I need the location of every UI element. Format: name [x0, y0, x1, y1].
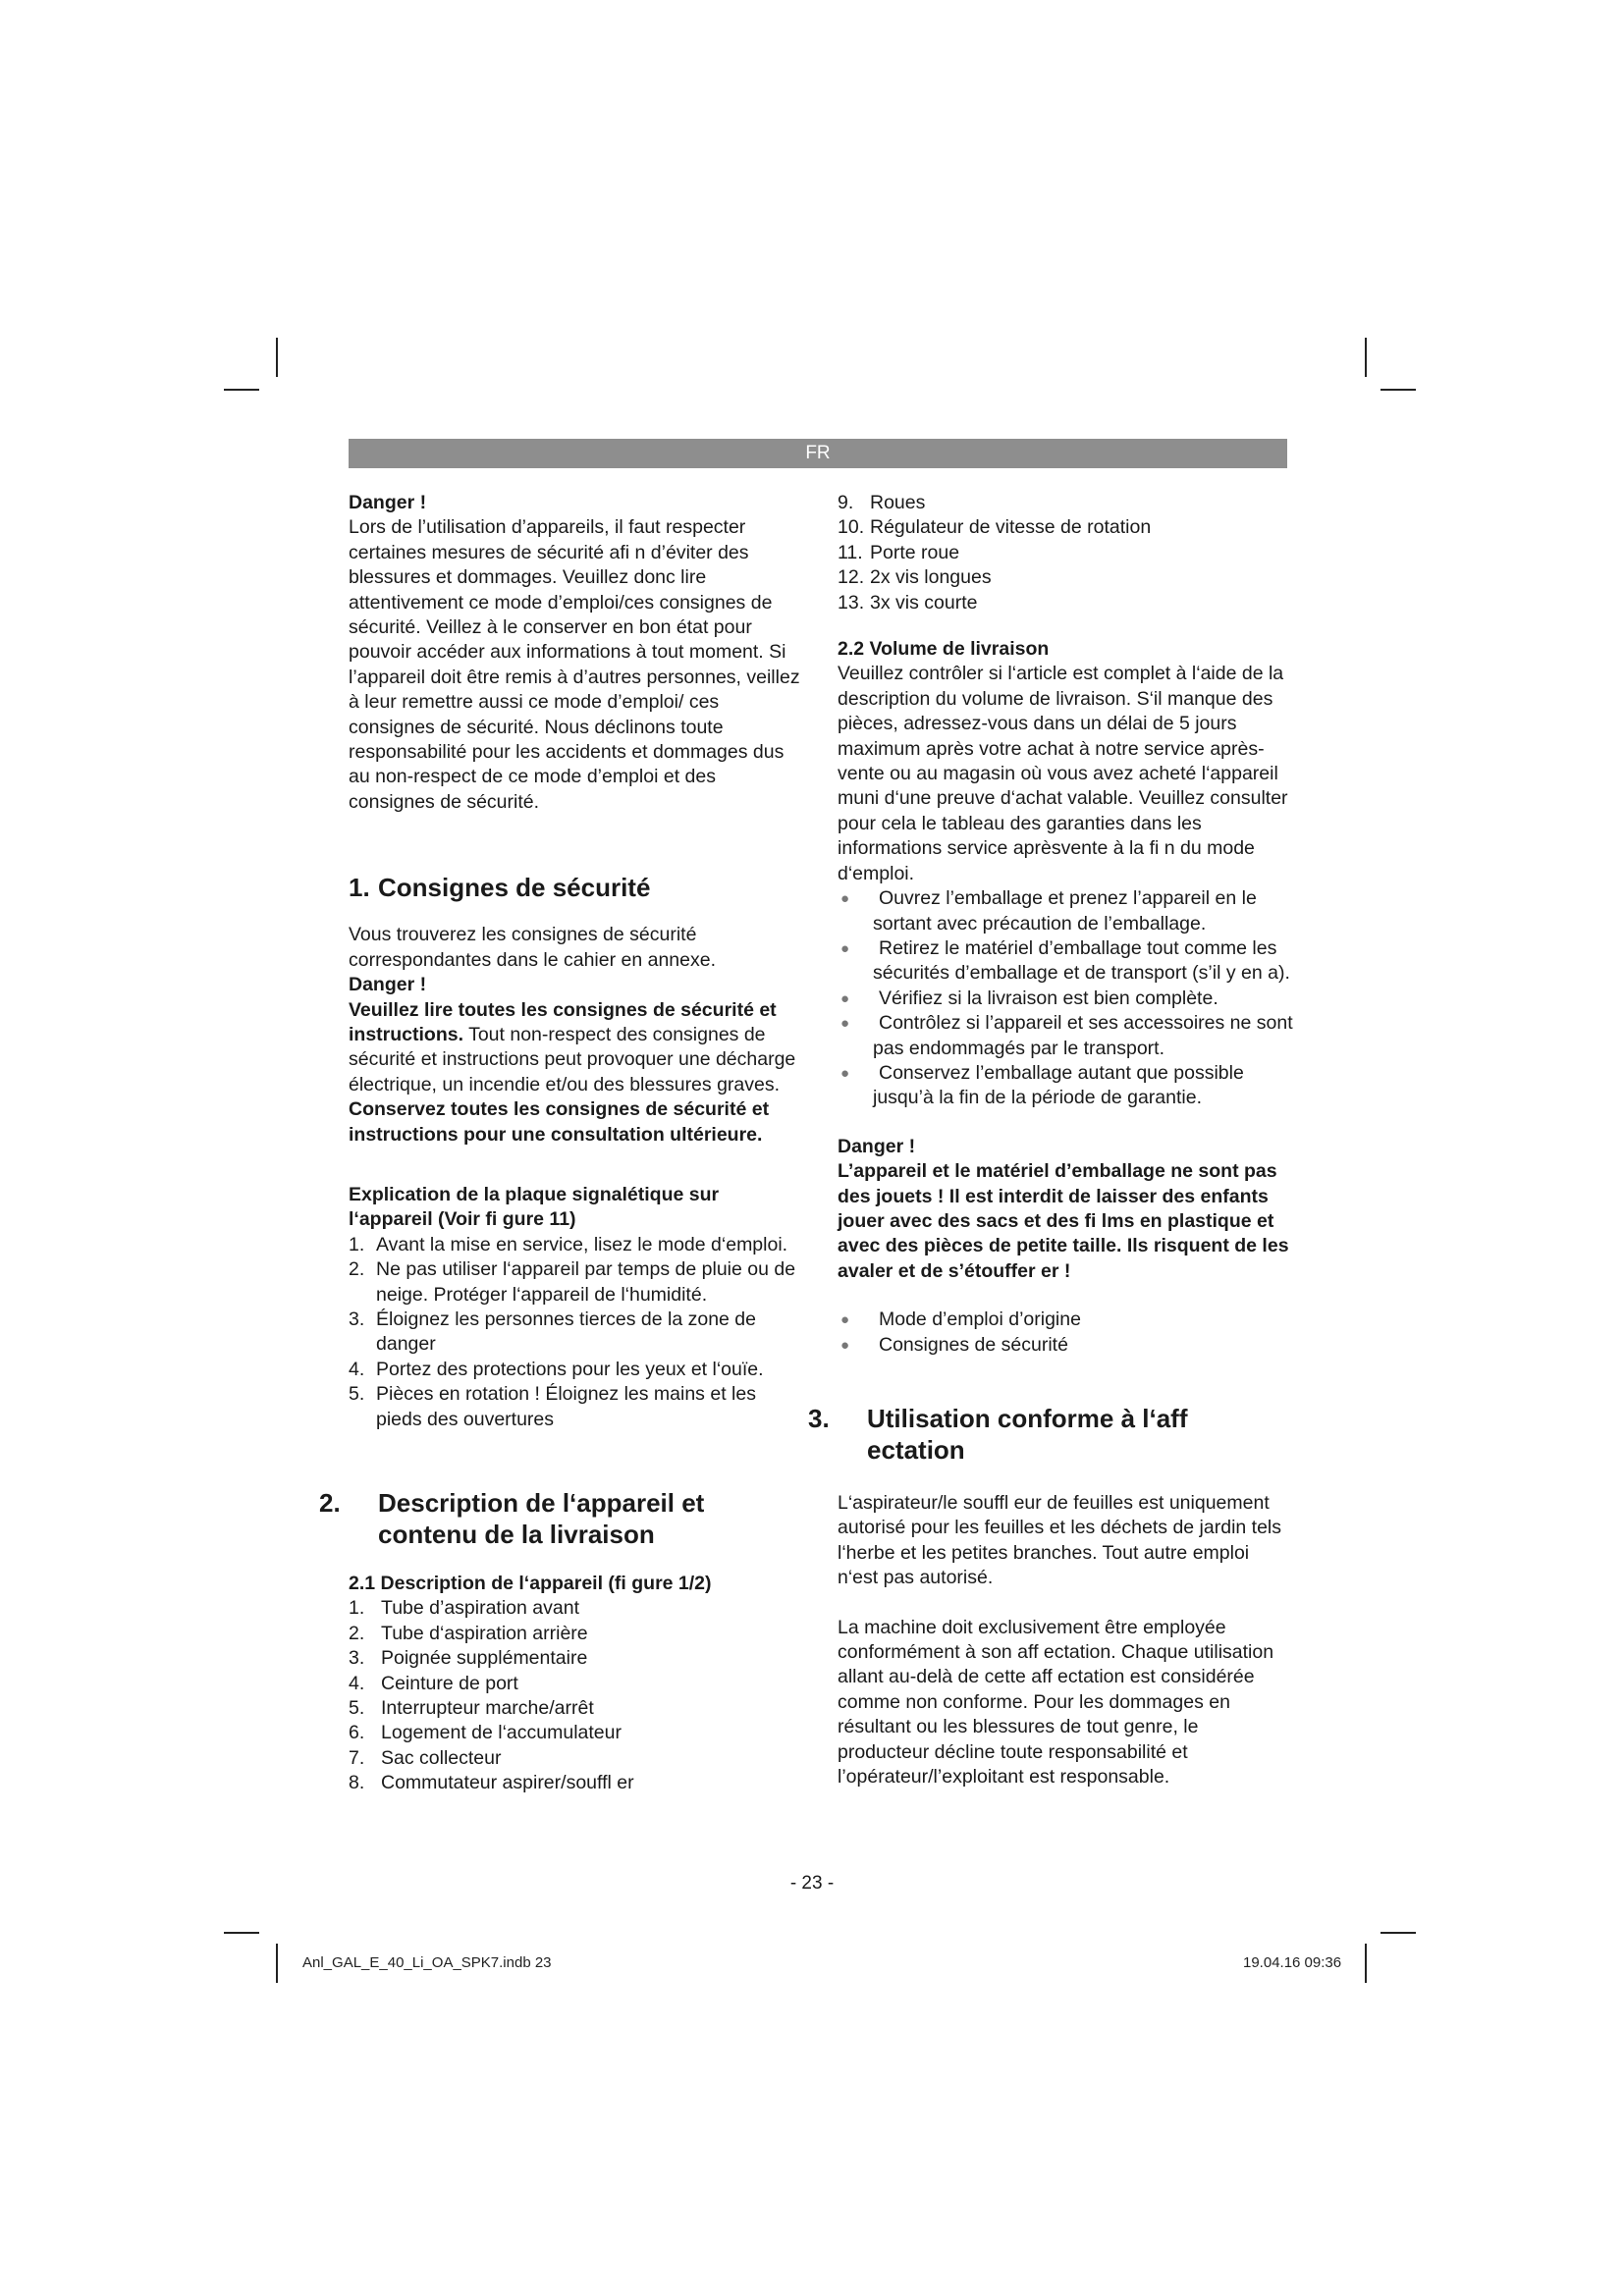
list-item: 5. Interrupteur marche/arrêt — [349, 1697, 594, 1720]
packaging-danger-title: Danger ! — [838, 1135, 916, 1157]
list-item: 4. Portez des protections pour les yeux et l‘ouïe. — [349, 1358, 764, 1380]
bullet-icon: ● — [840, 1311, 850, 1329]
parts-list-continued — [838, 491, 1294, 615]
section-1-keep-instructions: Conservez toutes les consignes de sécurité et instructions pour une consultation ultérieure. — [349, 1098, 770, 1146]
intro-danger-title: Danger ! — [349, 492, 427, 513]
parts-list — [349, 1596, 805, 1795]
crop-mark — [1380, 1932, 1416, 1934]
section-2-2-text: Veuillez contrôler si l‘article est complet à l‘aide de la description du volume de livraison. S‘il manque des pièces, adressez-vous dans un délai de 5 jours maximum après votre achat à notre service après-vente ou au magasin où vous avez acheté l‘appareil muni d‘une preuve d‘achat valable. Veuillez consulter pour cela le tableau des garanties dans les informations service aprèsvente à la fi n du mode d‘emploi. — [838, 663, 1288, 884]
section-1-title: Consignes de sécurité — [378, 873, 651, 903]
section-2-2-title: 2.2 Volume de livraison — [838, 638, 1050, 661]
section-3-title: Utilisation conforme à l‘aff ectation — [867, 1404, 1188, 1465]
crop-mark — [224, 389, 259, 391]
page-number: - 23 - — [789, 1873, 835, 1894]
section-1-warning-bold: Veuillez lire toutes les consignes de sécurité et instructions. — [349, 998, 777, 1045]
bullet-icon: ● — [840, 890, 850, 908]
section-2-1-title: 2.1 Description de l‘appareil (fi gure 1/2) — [349, 1573, 712, 1594]
section-1-danger: Danger ! — [349, 974, 427, 996]
list-item: 1. Avant la mise en service, lisez le mode d‘emploi. — [349, 1233, 788, 1255]
crop-mark — [224, 1932, 259, 1934]
list-item: 7. Sac collecteur — [349, 1746, 502, 1769]
footer-filename: Anl_GAL_E_40_Li_OA_SPK7.indb 23 — [302, 1954, 552, 1971]
left-column — [319, 491, 805, 1796]
section-2-title: Description de l‘appareil et contenu de la livraison — [378, 1488, 705, 1549]
bullet-icon: ● — [840, 1336, 850, 1354]
section-1-number: 1. — [349, 873, 370, 903]
section-3-heading — [808, 1403, 1201, 1466]
list-item: 4. Ceinture de port — [349, 1672, 518, 1694]
section-1-warning — [349, 998, 805, 1098]
list-item: 5. Pièces en rotation ! Éloignez les mains et les pieds des ouvertures — [349, 1383, 756, 1430]
bullet-icon: ● — [840, 939, 850, 957]
list-item: ● Conservez l’emballage autant que possible jusqu’à la fin de la période de garantie. — [840, 1061, 1244, 1109]
crop-mark — [276, 1944, 278, 1983]
footer-datetime: 19.04.16 09:36 — [1243, 1954, 1342, 1971]
crop-mark — [1365, 338, 1367, 377]
list-item: 2. Ne pas utiliser l‘appareil par temps de pluie ou de neige. Protéger l‘appareil de l‘humidité. — [349, 1258, 796, 1306]
list-item: 3. Poignée supplémentaire — [349, 1647, 588, 1670]
section-2-heading — [319, 1487, 805, 1550]
list-item: 9. Roues — [838, 492, 926, 513]
bullet-icon: ● — [840, 989, 850, 1007]
list-item: 13. 3x vis courte — [838, 591, 978, 614]
list-item: ● Vérifiez si la livraison est bien complète. — [838, 987, 1294, 1011]
section-3-paragraph-1: L‘aspirateur/le souffl eur de feuilles est uniquement autorisé pour les feuilles et les déchets de jardin tels l‘herbe et les petites branches. Tout autre emploi n‘est pas autorisé. — [838, 1492, 1282, 1589]
delivery-checklist — [838, 886, 1294, 1111]
list-item: 10. Régulateur de vitesse de rotation — [838, 516, 1152, 539]
section-1-intro: Vous trouverez les consignes de sécurité correspondantes dans le cahier en annexe. — [349, 924, 717, 971]
list-item: ● Contrôlez si l’appareil et ses accessoires ne sont pas endommagés par le transport. — [840, 1012, 1293, 1059]
crop-mark — [1365, 1944, 1367, 1983]
crop-mark — [276, 338, 278, 377]
list-item: 3. Éloignez les personnes tierces de la zone de danger — [349, 1308, 756, 1356]
section-3-number: 3. — [808, 1404, 830, 1433]
list-item: ● Mode d’emploi d’origine — [838, 1308, 1294, 1332]
list-item: ● Retirez le matériel d’emballage tout comme les sécurités d’emballage et de transport (s’il y en a). — [840, 936, 1290, 985]
list-item: 6. Logement de l‘accumulateur — [349, 1722, 622, 1744]
language-label: FR — [805, 443, 831, 463]
list-item: 1. Tube d’aspiration avant — [349, 1597, 579, 1620]
list-item: ● Ouvrez l’emballage et prenez l’appareil en le sortant avec précaution de l’emballage. — [840, 887, 1257, 934]
list-item: ● Consignes de sécurité — [838, 1333, 1294, 1358]
language-header-bar — [349, 439, 1287, 468]
bullet-icon: ● — [840, 1064, 850, 1082]
list-item: 8. Commutateur aspirer/souffl er — [349, 1772, 634, 1794]
section-2-number: 2. — [319, 1488, 341, 1518]
bullet-icon: ● — [840, 1015, 850, 1033]
plate-explanation-title: Explication de la plaque signalétique sur l‘appareil (Voir fi gure 11) — [349, 1183, 720, 1231]
list-item: 12. 2x vis longues — [838, 566, 992, 589]
section-1-warning-text: Tout non-respect des consignes de sécurité et instructions peut provoquer une décharge électrique, un incendie et/ou des blessures graves. — [349, 1023, 796, 1095]
list-item: 2. Tube d‘aspiration arrière — [349, 1622, 588, 1644]
documents-list — [838, 1308, 1294, 1358]
list-item: 11. Porte roue — [838, 541, 960, 563]
crop-mark — [1380, 389, 1416, 391]
intro-paragraph: Lors de l’utilisation d’appareils, il faut respecter certaines mesures de sécurité afi n d’éviter des blessures et dommages. Veuillez donc lire attentivement ce mode d’emploi/ces consignes de sécurité. Veillez à le conserver en bon état pour pouvoir accéder aux informations à tout moment. Si l’appareil doit être remis à d’autres personnes, veillez à leur remettre aussi ce mode d’emploi/ ces consignes de sécurité. Nous déclinons toute responsabilité pour les accidents et dommages dus au non-respect de ce mode d’emploi et des consignes de sécurité. — [349, 516, 800, 813]
plate-explanation-list — [349, 1233, 805, 1432]
packaging-danger-text: L’appareil et le matériel d’emballage ne sont pas des jouets ! Il est interdit de laisser des enfants jouer avec des sacs et des fi lms en plastique et avec des pièces de petite taille. Ils risquent de les avaler et de s’étouffer er ! — [838, 1160, 1289, 1282]
section-1-heading — [349, 872, 805, 903]
right-column — [808, 491, 1294, 1789]
section-3-paragraph-2: La machine doit exclusivement être employée conformément à son aff ectation. Chaque utilisation allant au-delà de cette aff ectation est considérée comme non conforme. Pour les dommages en résultant ou les blessures de tout genre, le producteur décline toute responsabilité et l’opérateur/l’exploitant est responsable. — [838, 1616, 1274, 1789]
